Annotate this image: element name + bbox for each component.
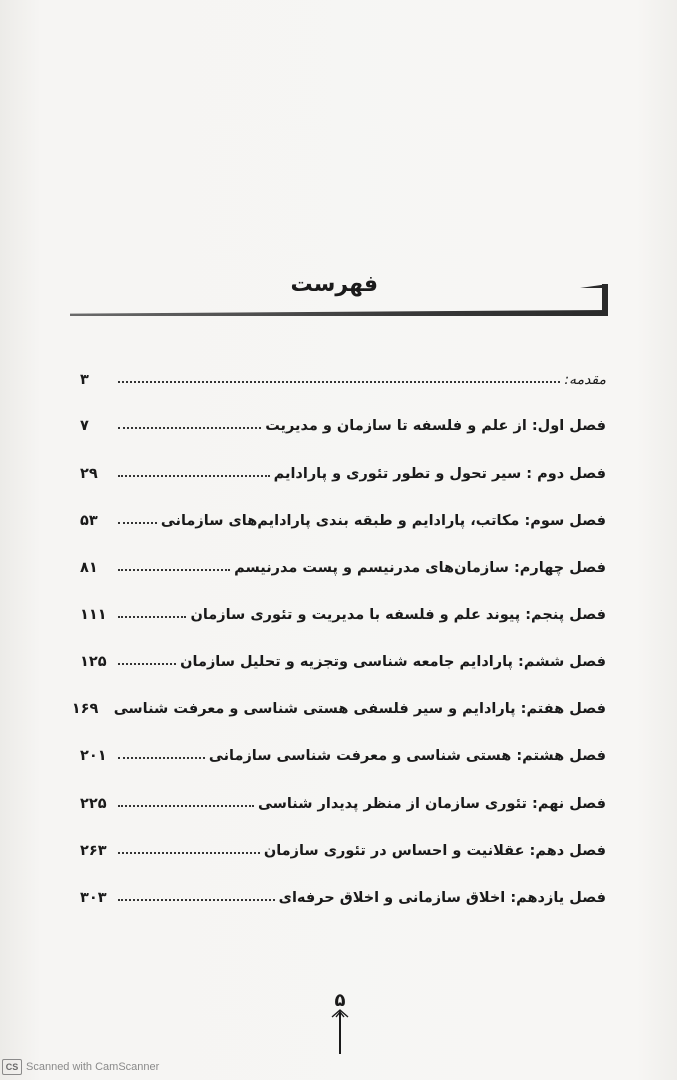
ornament-stem bbox=[339, 1012, 341, 1054]
toc-leader-dots bbox=[118, 616, 186, 618]
toc-entry-label: فصل ششم: پارادایم جامعه شناسی وتجزیه و تحلیل سازمان bbox=[180, 654, 606, 670]
toc-entry-page: ۵۳ bbox=[80, 513, 98, 529]
toc-entry-page: ۲۹ bbox=[80, 466, 98, 482]
toc-entry-label: فصل پنجم: پیوند علم و فلسفه با مدیریت و تئوری سازمان bbox=[190, 607, 606, 623]
toc-entry-page: ۸۱ bbox=[80, 560, 98, 576]
header-rule-hook-foot bbox=[580, 284, 608, 288]
toc-entry-page: ۲۶۳ bbox=[80, 843, 107, 859]
toc-entry-page: ۱۱۱ bbox=[80, 607, 107, 623]
toc-leader-dots bbox=[118, 663, 176, 665]
toc-row-chapter-7 bbox=[71, 687, 606, 717]
toc-row-chapter-1 bbox=[80, 404, 606, 434]
header-rule-line bbox=[70, 310, 608, 316]
toc-leader-dots bbox=[118, 852, 260, 854]
toc-leader-dots bbox=[118, 569, 230, 571]
toc-entry-label: فصل دهم: عقلانیت و احساس در تئوری سازمان bbox=[263, 843, 606, 859]
toc-entry-label: فصل دوم : سیر تحول و تطور تئوری و پارادایم bbox=[273, 466, 606, 482]
toc-entry-page: ۷ bbox=[80, 418, 89, 434]
toc-entry-label: فصل چهارم: سازمان‌های مدرنیسم و پست مدرنیسم bbox=[234, 560, 606, 576]
watermark-text: Scanned with CamScanner bbox=[26, 1061, 160, 1073]
toc-entry-page: ۱۲۵ bbox=[80, 654, 107, 670]
toc-leader-dots bbox=[118, 381, 560, 383]
toc-row-chapter-9 bbox=[80, 782, 606, 812]
toc-row-chapter-2 bbox=[80, 452, 606, 482]
toc-row-chapter-6 bbox=[80, 640, 606, 670]
toc-entry-page: ۳۰۳ bbox=[80, 890, 107, 906]
toc-leader-dots bbox=[118, 475, 270, 477]
toc-leader-dots bbox=[118, 757, 205, 759]
toc-entry-page: ۲۲۵ bbox=[80, 796, 107, 812]
toc-entry-label: فصل هفتم: پارادایم و سیر فلسفی هستی شناسی و معرفت شناسی bbox=[113, 701, 606, 717]
toc-entry-label: فصل هشتم: هستی شناسی و معرفت شناسی سازمانی bbox=[208, 748, 606, 764]
toc-row-chapter-3 bbox=[80, 499, 606, 529]
toc-entry-label: فصل نهم: تئوری سازمان از منظر پدیدار شناسی bbox=[257, 796, 606, 812]
toc-title: فهرست bbox=[290, 272, 378, 297]
toc-row-chapter-8 bbox=[80, 734, 606, 764]
camscanner-logo-icon: CS bbox=[2, 1059, 22, 1075]
scanner-watermark bbox=[2, 1059, 159, 1075]
toc-leader-dots bbox=[118, 427, 261, 429]
header-rule-hook bbox=[602, 284, 608, 316]
toc-entry-page: ۱۶۹ bbox=[71, 701, 99, 717]
toc-leader-dots bbox=[118, 522, 157, 524]
toc-row-chapter-4 bbox=[80, 546, 606, 576]
toc-leader-dots bbox=[118, 805, 254, 807]
toc-row-intro bbox=[80, 358, 606, 388]
page-number: ۵ bbox=[334, 990, 346, 1011]
toc-leader-dots bbox=[118, 899, 275, 901]
toc-entry-label: مقدمه: bbox=[564, 372, 606, 388]
toc-entry-page: ۲۰۱ bbox=[80, 748, 107, 764]
toc-row-chapter-11 bbox=[80, 876, 606, 906]
toc-entry-label: فصل یازدهم: اخلاق سازمانی و اخلاق حرفه‌ای bbox=[278, 890, 606, 906]
toc-row-chapter-10 bbox=[80, 829, 606, 859]
toc-entry-page: ۳ bbox=[80, 372, 89, 388]
toc-entry-label: فصل سوم: مکاتب، پارادایم و طبقه بندی پارادایم‌های سازمانی bbox=[160, 513, 606, 529]
toc-row-chapter-5 bbox=[80, 593, 606, 623]
toc-entry-label: فصل اول: از علم و فلسفه تا سازمان و مدیریت bbox=[265, 418, 606, 434]
toc-header bbox=[70, 268, 608, 322]
